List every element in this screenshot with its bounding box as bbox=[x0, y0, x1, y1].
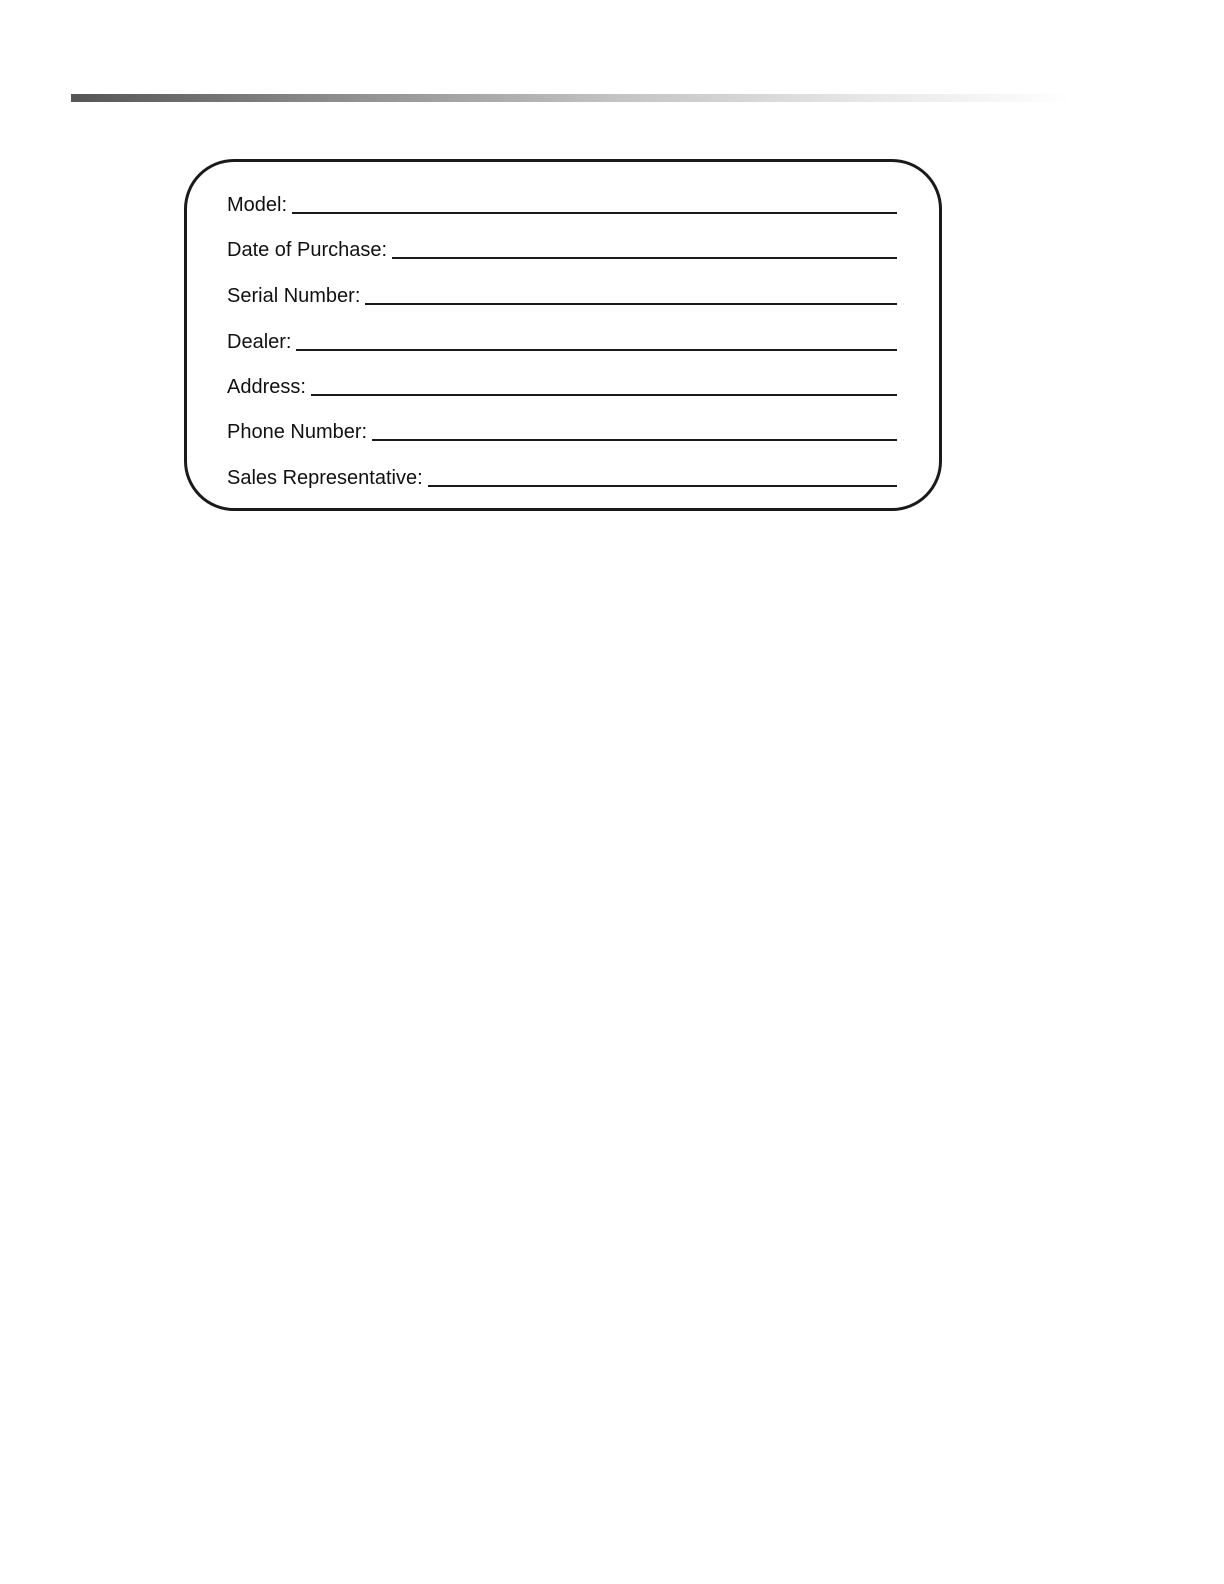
date-of-purchase-blank-line[interactable] bbox=[392, 257, 897, 259]
dealer-blank-line[interactable] bbox=[296, 349, 897, 351]
phone-number-blank-line[interactable] bbox=[372, 439, 897, 441]
serial-number-blank-line[interactable] bbox=[365, 303, 897, 305]
sales-representative-blank-line[interactable] bbox=[428, 485, 897, 487]
dealer-label: Dealer: bbox=[227, 331, 292, 353]
address-label: Address: bbox=[227, 376, 306, 398]
model-blank-line[interactable] bbox=[292, 212, 897, 214]
header-gradient-rule bbox=[71, 94, 1071, 102]
model-field-row bbox=[227, 188, 897, 216]
dealer-field-row bbox=[227, 325, 897, 353]
address-field-row bbox=[227, 370, 897, 398]
phone-number-field-row bbox=[227, 415, 897, 443]
sales-representative-field-row bbox=[227, 461, 897, 489]
serial-number-label: Serial Number: bbox=[227, 285, 361, 307]
phone-number-label: Phone Number: bbox=[227, 421, 368, 443]
date-of-purchase-label: Date of Purchase: bbox=[227, 239, 388, 261]
sales-representative-label: Sales Representative: bbox=[227, 467, 423, 489]
model-label: Model: bbox=[227, 194, 288, 216]
date-of-purchase-field-row bbox=[227, 233, 897, 261]
address-blank-line[interactable] bbox=[311, 394, 897, 396]
serial-number-field-row bbox=[227, 279, 897, 307]
purchase-record-card bbox=[184, 159, 942, 511]
